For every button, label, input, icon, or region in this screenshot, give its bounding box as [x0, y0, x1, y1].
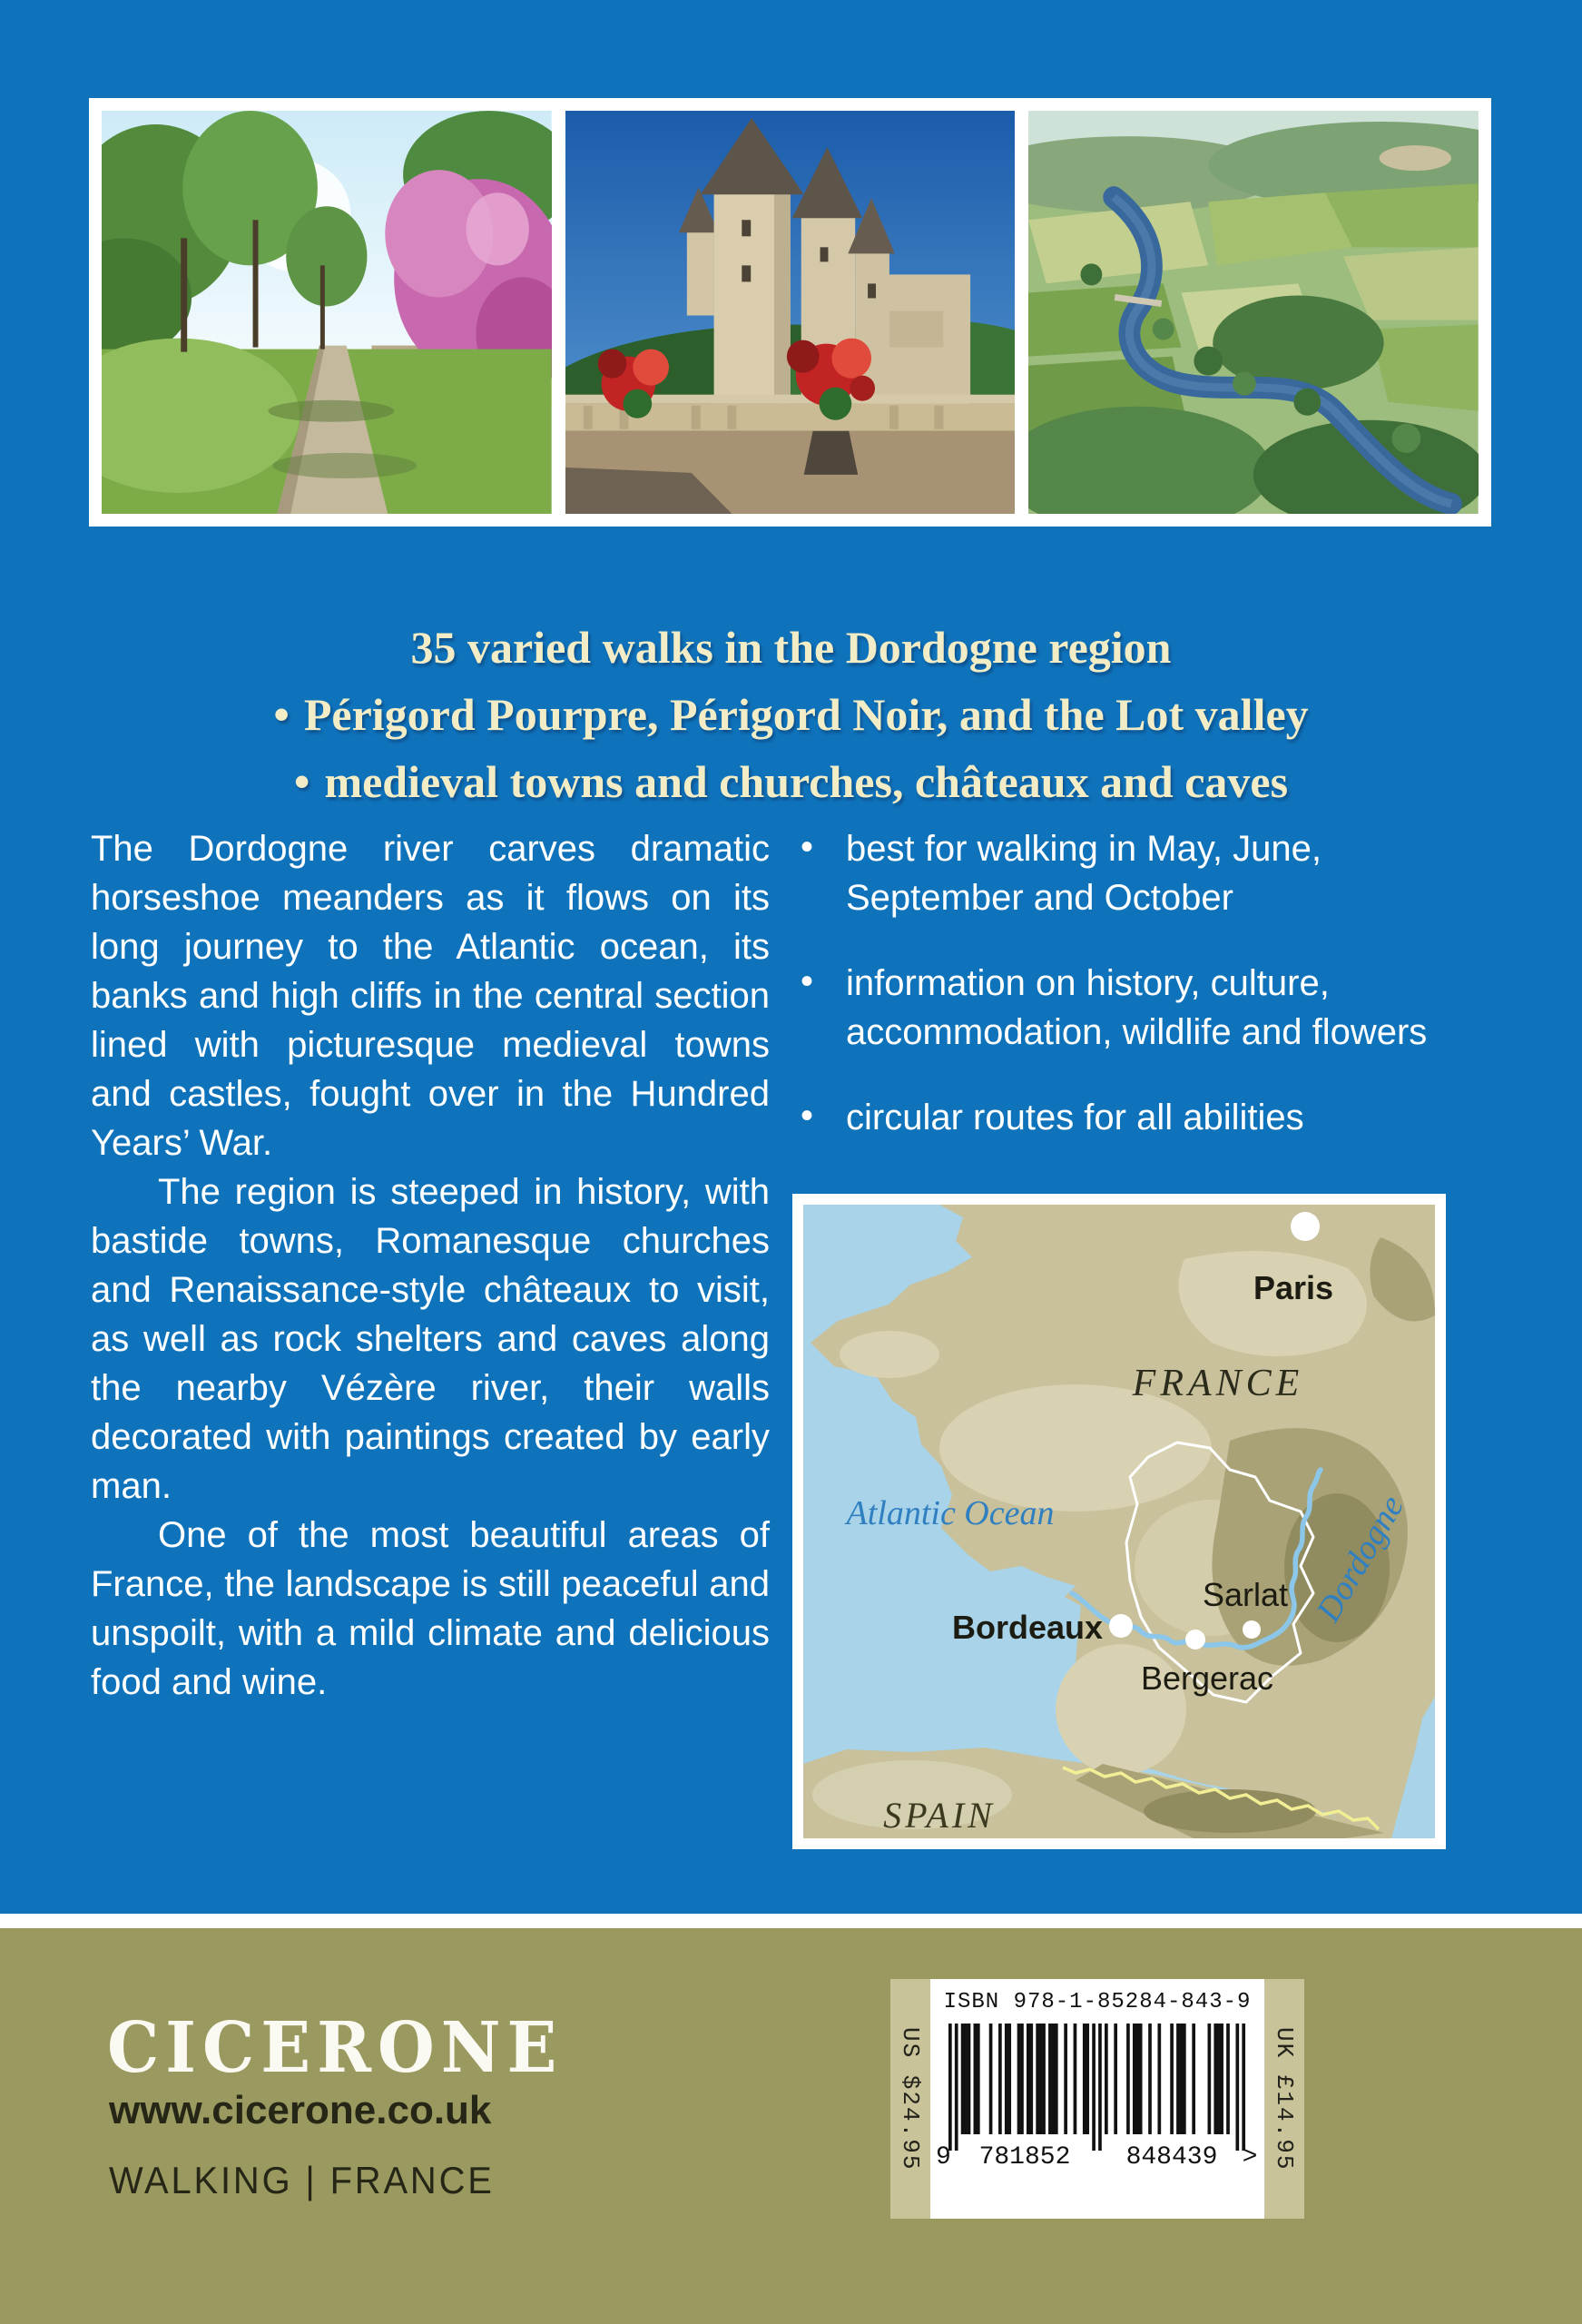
bullet-glyph: • [273, 689, 290, 740]
france-locator-map [792, 1194, 1446, 1849]
bordeaux-dot [1109, 1614, 1133, 1638]
divider-strip [0, 1914, 1582, 1928]
photo-strip [89, 98, 1491, 527]
bergerac-dot [1185, 1630, 1205, 1649]
barcode-bars [930, 2024, 1264, 2169]
list-item: • circular routes for all abilities [795, 1093, 1489, 1142]
photo-chateau-towers [565, 111, 1016, 514]
paris-label: Paris [1253, 1269, 1334, 1306]
france-label: FRANCE [1132, 1363, 1304, 1404]
barcode-label [890, 1979, 1298, 2219]
photo-lane-with-blossoms [102, 111, 552, 514]
series-category: WALKING | FRANCE [109, 2159, 495, 2201]
map-terrain-light [840, 1331, 939, 1378]
sarlat-label: Sarlat [1202, 1576, 1289, 1613]
barcode-digits-right: 848439 [1125, 2143, 1218, 2169]
barcode-arrow: > [1242, 2143, 1258, 2169]
cicerone-logo: CICERONE [107, 2006, 564, 2089]
description-paragraph-1: The Dordogne river carves dramatic horseshoe meanders as it flows on its long journey to the Atlantic ocean, its banks and high cliffs in the central section lined with picturesque medieval towns and castles, fought over in the Hundred Years’ War. [91, 829, 770, 1163]
headline-block [0, 614, 1582, 815]
barcode-digit-lead: 9 [936, 2143, 951, 2169]
bergerac-label: Bergerac [1140, 1659, 1274, 1697]
river-aerial-photo-illustration [1028, 111, 1479, 514]
isbn-text: ISBN 978-1-85284-843-9 [943, 1990, 1252, 2014]
list-item: • best for walking in May, June, September and October [795, 824, 1489, 922]
headline-bullet2: • medieval towns and churches, châteaux and caves [293, 756, 1289, 807]
bullet-glyph: • [801, 1096, 814, 1136]
headline-bullet1: • Périgord Pourpre, Périgord Noir, and the Lot valley [273, 689, 1309, 740]
description-paragraph-3: One of the most beautiful areas of France, the landscape is still peaceful and unspoilt, with a mild climate and delicious food and wine. [91, 1515, 770, 1702]
map-terrain-darkest [1144, 1789, 1316, 1833]
price-uk: UK £14.95 [1264, 1979, 1304, 2219]
atlantic-ocean-label: Atlantic Ocean [846, 1494, 1055, 1532]
bullet-glyph: • [293, 756, 310, 807]
map-illustration [803, 1205, 1435, 1838]
dordogne-river-label: Dordogne [1309, 1489, 1412, 1629]
paris-dot [1291, 1212, 1320, 1241]
bullet-glyph: • [801, 827, 814, 867]
sarlat-dot [1243, 1620, 1261, 1639]
description-column [91, 824, 770, 1707]
barcode-bars-group [948, 2024, 1245, 2151]
price-us: US $24.95 [890, 1979, 930, 2219]
headline-line1: 35 varied walks in the Dordogne region [410, 622, 1172, 673]
features-list [795, 824, 1489, 1178]
lane-photo-illustration [102, 111, 552, 514]
publisher-website: www.cicerone.co.uk [109, 2088, 492, 2132]
description-paragraph-2: The region is steeped in history, with bastide towns, Romanesque churches and Renaissance-style châteaux to visit, as well as rock shelters and caves along the nearby Vézère river, their walls decorated with paintings created by early man. [91, 1172, 770, 1506]
photo-dordogne-river-aerial [1028, 111, 1479, 514]
list-item: • information on history, culture, accommodation, wildlife and flowers [795, 959, 1489, 1057]
bordeaux-label: Bordeaux [951, 1609, 1103, 1646]
chateau-photo-illustration [565, 111, 1016, 514]
barcode-panel [930, 1979, 1264, 2219]
bullet-glyph: • [801, 961, 814, 1001]
spain-label: SPAIN [883, 1795, 996, 1836]
barcode-digits-left: 781852 [978, 2143, 1071, 2169]
